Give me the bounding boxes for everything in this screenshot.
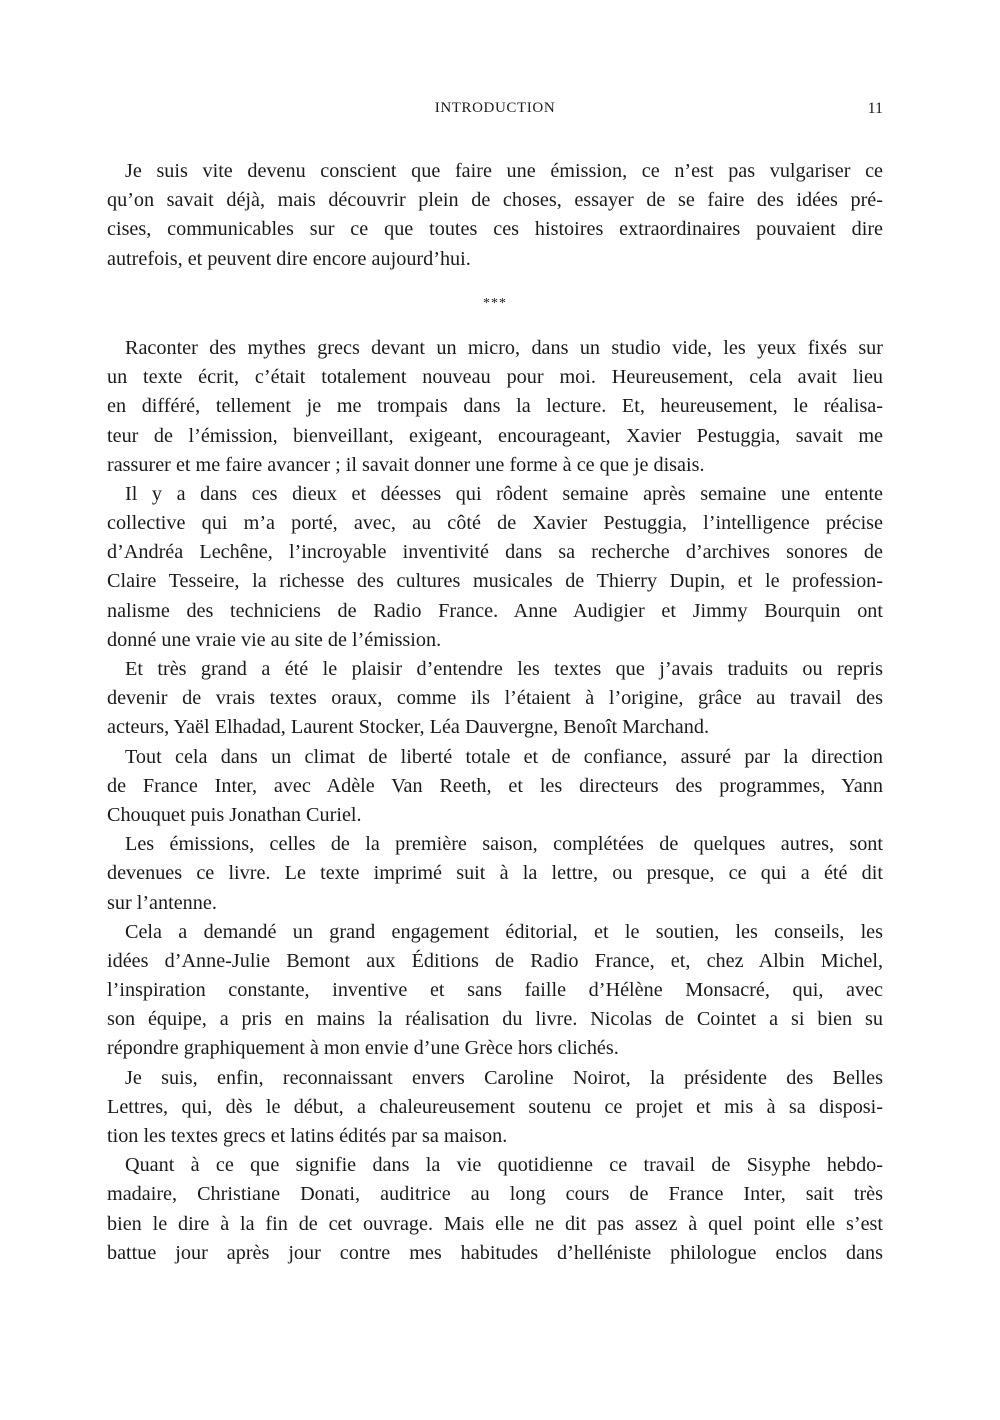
paragraph xyxy=(107,480,883,655)
text-line: Et très grand a été le plaisir d’entendre les textes que j’avais traduits ou repris xyxy=(125,658,883,680)
text-line: d’Andréa Lechêne, l’incroyable inventivité dans sa recherche d’archives sonores de xyxy=(107,541,883,564)
text-line: Tout cela dans un climat de liberté totale et de confiance, assuré par la direction xyxy=(125,745,883,768)
paragraph xyxy=(107,1064,883,1152)
running-header xyxy=(107,100,883,122)
text-line: qu’on savait déjà, mais découvrir plein de choses, essayer de se faire des idées pré- xyxy=(107,189,883,212)
paragraph xyxy=(107,830,883,918)
running-title: INTRODUCTION xyxy=(434,100,556,116)
text-line: teur de l’émission, bienveillant, exigeant, encourageant, Xavier Pestuggia, savait me xyxy=(107,424,883,447)
text-line: Les émissions, celles de la première saison, complétées de quelques autres, sont xyxy=(125,833,883,856)
text-line: Cela a demandé un grand engagement éditorial, et le soutien, les conseils, les xyxy=(125,920,883,943)
text-line: répondre graphiquement à mon envie d’une Grèce hors clichés. xyxy=(107,1037,619,1060)
text-line: Lettres, qui, dès le début, a chaleureusement soutenu ce projet et mis à sa disposi- xyxy=(107,1095,883,1118)
text-line: donné une vraie vie au site de l’émission. xyxy=(107,628,442,651)
text-line: madaire, Christiane Donati, auditrice au long cours de France Inter, sait très xyxy=(107,1183,883,1206)
text-line: Raconter des mythes grecs devant un micro, dans un studio vide, les yeux fixés sur xyxy=(125,336,883,359)
text-line: acteurs, Yaël Elhadad, Laurent Stocker, Léa Dauvergne, Benoît Marchand. xyxy=(107,716,709,739)
text-line: de France Inter, avec Adèle Van Reeth, et les directeurs des programmes, Yann xyxy=(107,774,883,797)
text-line: idées d’Anne-Julie Bemont aux Éditions de Radio France, et, chez Albin Michel, xyxy=(107,949,883,972)
text-line: nalisme des techniciens de Radio France. Anne Audigier et Jimmy Bourquin ont xyxy=(107,599,883,622)
text-line: autrefois, et peuvent dire encore aujourd’hui. xyxy=(107,247,471,270)
text-line: en différé, tellement je me trompais dans la lecture. Et, heureusement, le réalisa- xyxy=(107,395,883,418)
text-line: tion les textes grecs et latins édités par sa maison. xyxy=(107,1125,508,1147)
text-line: son équipe, a pris en mains la réalisation du livre. Nicolas de Cointet a si bien su xyxy=(107,1008,883,1031)
text-line: Chouquet puis Jonathan Curiel. xyxy=(107,803,362,826)
paragraph xyxy=(107,1151,883,1268)
text-line: Je suis vite devenu conscient que faire une émission, ce n’est pas vulgariser ce xyxy=(125,160,883,182)
page-number: 11 xyxy=(867,100,883,117)
text-line: sur l’antenne. xyxy=(107,891,217,914)
text-line: battue jour après jour contre mes habitudes d’helléniste philologue enclos dans xyxy=(107,1241,883,1264)
text-line: un texte écrit, c’était totalement nouveau pour moi. Heureusement, cela avait lieu xyxy=(107,366,883,389)
paragraph xyxy=(107,655,883,743)
text-line: Claire Tesseire, la richesse des cultures musicales de Thierry Dupin, et le profession- xyxy=(107,570,883,593)
text-line: bien le dire à la fin de cet ouvrage. Mais elle ne dit pas assez à quel point elle s’est xyxy=(107,1212,883,1235)
text-line: Je suis, enfin, reconnaissant envers Caroline Noirot, la présidente des Belles xyxy=(125,1066,883,1089)
text-line: Quant à ce que signifie dans la vie quotidienne ce travail de Sisyphe hebdo- xyxy=(125,1154,883,1177)
paragraph xyxy=(107,157,883,274)
section-break: *** xyxy=(483,295,507,311)
text-line: collective qui m’a porté, avec, au côté de Xavier Pestuggia, l’intelligence précise xyxy=(107,512,883,535)
text-line: cises, communicables sur ce que toutes ces histoires extraordinaires pouvaient dire xyxy=(107,218,883,241)
text-line: devenues ce livre. Le texte imprimé suit à la lettre, ou presque, ce qui a été dit xyxy=(107,862,883,885)
text-line: devenir de vrais textes oraux, comme ils l’étaient à l’origine, grâce au travail des xyxy=(107,687,883,710)
paragraph xyxy=(107,743,883,831)
paragraph xyxy=(107,918,883,1064)
paragraph xyxy=(107,334,883,480)
body-text xyxy=(107,157,883,1268)
text-line: Il y a dans ces dieux et déesses qui rôdent semaine après semaine une entente xyxy=(125,482,883,505)
text-line: rassurer et me faire avancer ; il savait donner une forme à ce que je disais. xyxy=(107,453,705,476)
text-line: l’inspiration constante, inventive et sans faille d’Hélène Monsacré, qui, avec xyxy=(107,979,883,1002)
